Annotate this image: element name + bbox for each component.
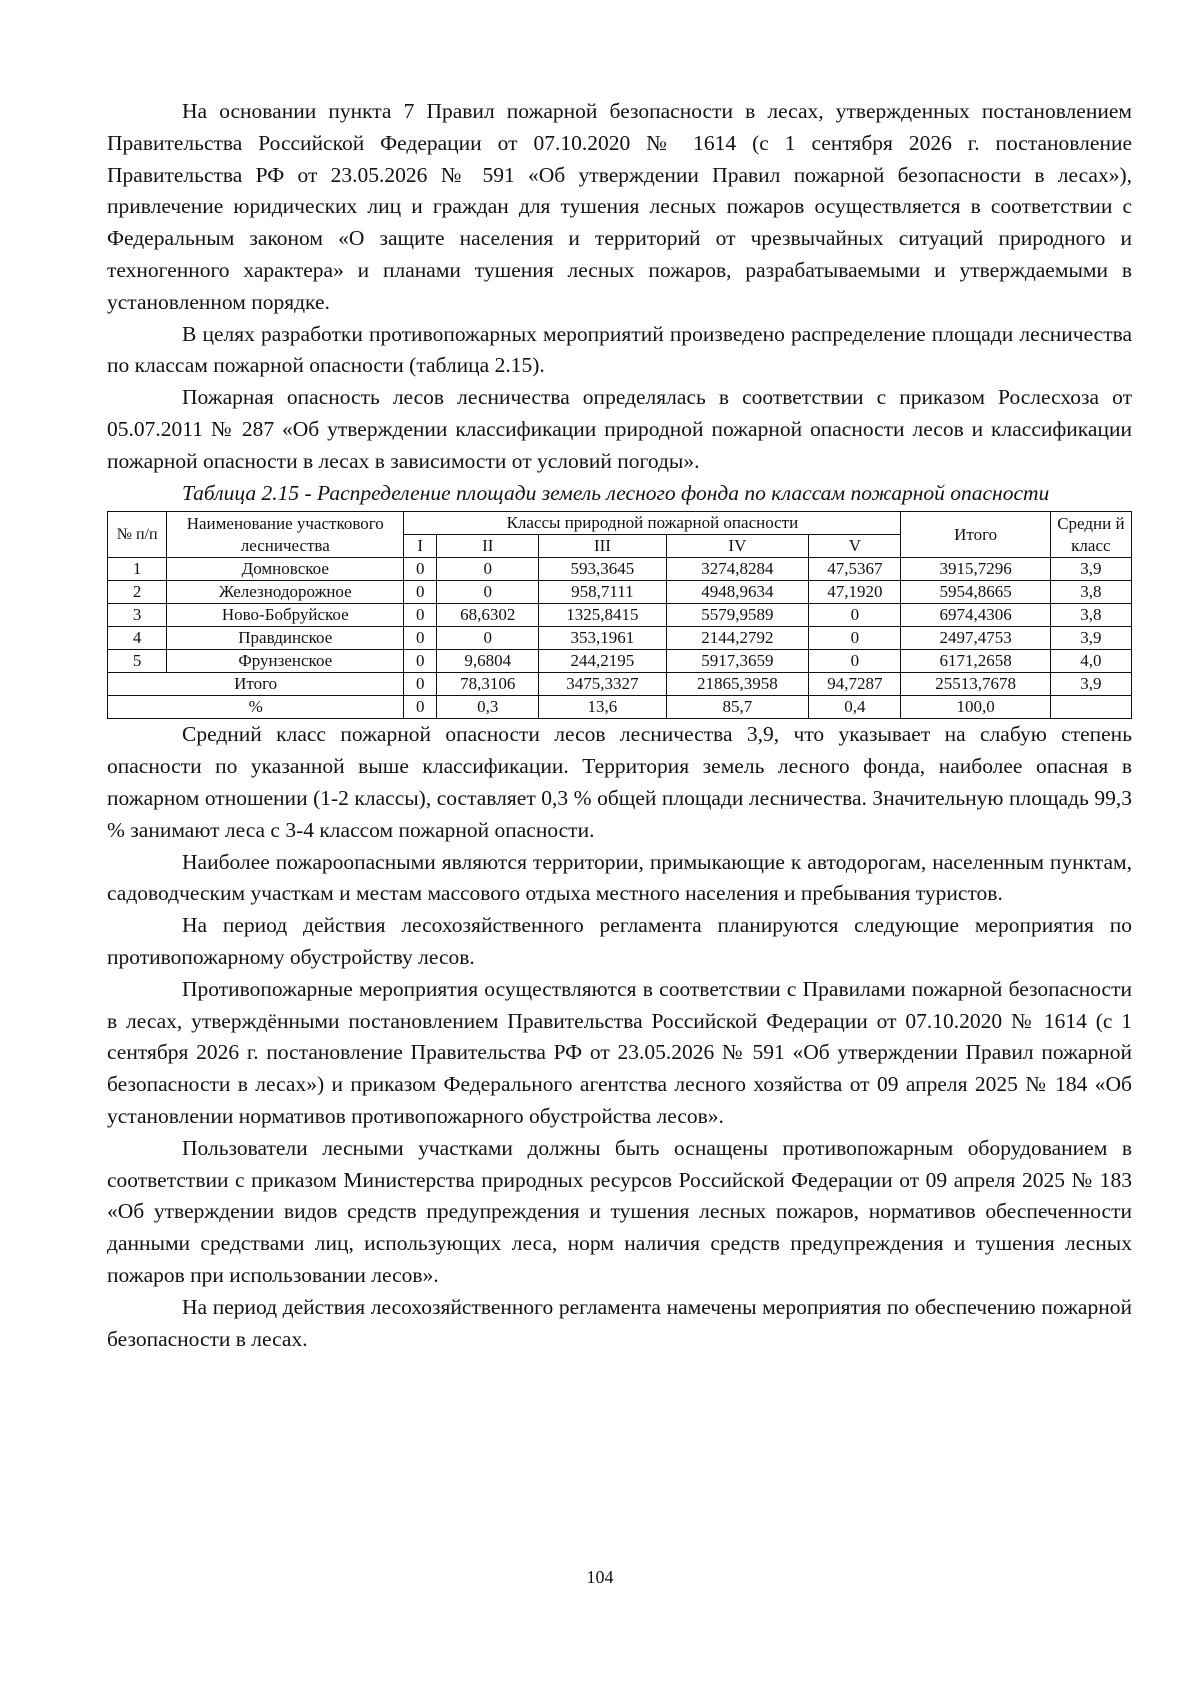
page-number: 104 — [586, 1567, 614, 1587]
paragraph-5: Наиболее пожароопасными являются территории, примыкающие к автодорогам, населенным пунктам, садоводческим участкам и местам массового отдыха местного населения и пребывания туристов. — [107, 849, 1132, 906]
header-class-1: I — [404, 535, 437, 558]
table-cell-c2: 0 — [437, 558, 539, 581]
table-cell-c5: 47,1920 — [809, 581, 901, 604]
percent-c1: 0 — [404, 696, 437, 719]
paragraph-8: Пользователи лесными участками должны быть оснащены противопожарным оборудованием в соответствии с приказом Министерства природных ресурсов Российской Федерации от 09 апреля 2025 № 183 «Об утверждении видов средств предупреждения и тушения лесных пожаров, нормативов обеспеченности данными средствами лиц, использующих леса, норм наличия средств предупреждения и тушения лесных пожаров при использовании лесов». — [107, 1135, 1132, 1287]
table-cell-c3: 958,7111 — [539, 581, 666, 604]
table-cell-total: 3915,7296 — [901, 558, 1050, 581]
header-class-3: III — [539, 535, 666, 558]
table-cell-name: Железнодорожное — [167, 581, 404, 604]
table-cell-c4: 3274,8284 — [666, 558, 809, 581]
table-cell-avg: 3,9 — [1050, 558, 1131, 581]
table-cell-avg: 3,9 — [1050, 627, 1131, 650]
header-class-5: V — [809, 535, 901, 558]
percent-c2: 0,3 — [437, 696, 539, 719]
table-cell-c1: 0 — [404, 650, 437, 673]
table-cell-c2: 9,6804 — [437, 650, 539, 673]
table-cell-c4: 4948,9634 — [666, 581, 809, 604]
table-cell-total: 5954,8665 — [901, 581, 1050, 604]
percent-c3: 13,6 — [539, 696, 666, 719]
percent-total: 100,0 — [901, 696, 1050, 719]
table-cell-c2: 0 — [437, 627, 539, 650]
table-cell-num: 3 — [108, 604, 167, 627]
header-class-4: IV — [666, 535, 809, 558]
table-percent-row — [108, 696, 1132, 719]
table-cell-c5: 47,5367 — [809, 558, 901, 581]
table-cell-c3: 1325,8415 — [539, 604, 666, 627]
table-cell-num: 2 — [108, 581, 167, 604]
paragraph-1: На основании пункта 7 Правил пожарной безопасности в лесах, утвержденных постановлением Правительства Российской Федерации от 07.10.2020 № 1614 (с 1 сентября 2026 г. постановление Правительства РФ от 23.05.2026 № 591 «Об утверждении Правил пожарной безопасности в лесах»), привлечение юридических лиц и граждан для тушения лесных пожаров осуществляется в соответствии с Федеральным законом «О защите населения и территорий от чрезвычайных ситуаций природного и техногенного характера» и планами тушения лесных пожаров, разрабатываемыми и утверждаемыми в установленном порядке. — [107, 99, 1132, 314]
paragraph-6: На период действия лесохозяйственного регламента планируются следующие мероприятия по противопожарному обустройству лесов. — [107, 913, 1132, 969]
table-cell-c4: 5917,3659 — [666, 650, 809, 673]
table-row — [108, 650, 1132, 673]
table-cell-total: 6974,4306 — [901, 604, 1050, 627]
paragraph-2: В целях разработки противопожарных мероприятий произведено распределение площади лесничества по классам пожарной опасности (таблица 2.15). — [107, 321, 1132, 378]
table-cell-c1: 0 — [404, 558, 437, 581]
table-cell-c2: 0 — [437, 581, 539, 604]
paragraph-7: Противопожарные мероприятия осуществляются в соответствии с Правилами пожарной безопасности в лесах, утверждёнными постановлением Правительства Российской Федерации от 07.10.2020 № 1614 (с 1 сентября 2026 г. постановление Правительства РФ от 23.05.2026 № 591 «Об утверждении Правил пожарной безопасности в лесах») и приказом Федерального агентства лесного хозяйства от 09 апреля 2025 № 184 «Об установлении нормативов противопожарного обустройства лесов». — [107, 976, 1132, 1128]
percent-c5: 0,4 — [809, 696, 901, 719]
percent-c4: 85,7 — [666, 696, 809, 719]
table-cell-avg: 3,8 — [1050, 581, 1131, 604]
total-c2: 78,3106 — [437, 673, 539, 696]
total-avg: 3,9 — [1050, 673, 1131, 696]
table-body — [108, 558, 1132, 673]
total-c4: 21865,3958 — [666, 673, 809, 696]
table-cell-num: 4 — [108, 627, 167, 650]
table-cell-name: Фрунзенское — [167, 650, 404, 673]
page-content — [107, 96, 1132, 1355]
table-cell-total: 6171,2658 — [901, 650, 1050, 673]
header-class-2: II — [437, 535, 539, 558]
table-cell-c1: 0 — [404, 604, 437, 627]
table-cell-c5: 0 — [809, 604, 901, 627]
table-cell-c3: 353,1961 — [539, 627, 666, 650]
fire-class-table — [107, 511, 1132, 719]
table-cell-name: Домновское — [167, 558, 404, 581]
table-cell-c4: 5579,9589 — [666, 604, 809, 627]
table-cell-avg: 3,8 — [1050, 604, 1131, 627]
total-c5: 94,7287 — [809, 673, 901, 696]
header-total: Итого — [901, 512, 1050, 558]
percent-avg — [1050, 696, 1131, 719]
header-classes: Классы природной пожарной опасности — [404, 512, 901, 535]
table-cell-c2: 68,6302 — [437, 604, 539, 627]
table-cell-num: 5 — [108, 650, 167, 673]
table-caption: Таблица 2.15 - Распределение площади земель лесного фонда по классам пожарной опасности — [182, 480, 1050, 505]
paragraph-3: Пожарная опасность лесов лесничества определялась в соответствии с приказом Рослесхоза от 05.07.2011 № 287 «Об утверждении классификации природной пожарной опасности лесов и классификации пожарной опасности в лесах в зависимости от условий погоды». — [107, 385, 1132, 473]
table-row — [108, 627, 1132, 650]
table-cell-total: 2497,4753 — [901, 627, 1050, 650]
table-cell-c3: 593,3645 — [539, 558, 666, 581]
table-cell-c5: 0 — [809, 627, 901, 650]
total-c3: 3475,3327 — [539, 673, 666, 696]
table-cell-name: Правдинское — [167, 627, 404, 650]
table-cell-c1: 0 — [404, 627, 437, 650]
table-row — [108, 558, 1132, 581]
table-cell-avg: 4,0 — [1050, 650, 1131, 673]
total-label: Итого — [108, 673, 404, 696]
percent-label: % — [108, 696, 404, 719]
table-header-row-1 — [108, 512, 1132, 535]
total-c1: 0 — [404, 673, 437, 696]
table-cell-num: 1 — [108, 558, 167, 581]
header-avg: Средни й класс — [1050, 512, 1131, 558]
table-cell-name: Ново-Бобруйское — [167, 604, 404, 627]
header-num: № п/п — [108, 512, 167, 558]
total-total: 25513,7678 — [901, 673, 1050, 696]
paragraph-4: Средний класс пожарной опасности лесов лесничества 3,9, что указывает на слабую степень опасности по указанной выше классификации. Территория земель лесного фонда, наиболее опасная в пожарном отношении (1-2 классы), составляет 0,3 % общей площади лесничества. Значительную площадь 99,3 % занимают леса с 3-4 классом пожарной опасности. — [107, 722, 1132, 842]
paragraph-9: На период действия лесохозяйственного регламента намечены мероприятия по обеспечению пожарной безопасности в лесах. — [107, 1294, 1132, 1351]
header-name: Наименование участкового лесничества — [167, 512, 404, 558]
table-row — [108, 581, 1132, 604]
table-cell-c5: 0 — [809, 650, 901, 673]
table-total-row — [108, 673, 1132, 696]
table-cell-c4: 2144,2792 — [666, 627, 809, 650]
table-row — [108, 604, 1132, 627]
table-cell-c3: 244,2195 — [539, 650, 666, 673]
table-cell-c1: 0 — [404, 581, 437, 604]
